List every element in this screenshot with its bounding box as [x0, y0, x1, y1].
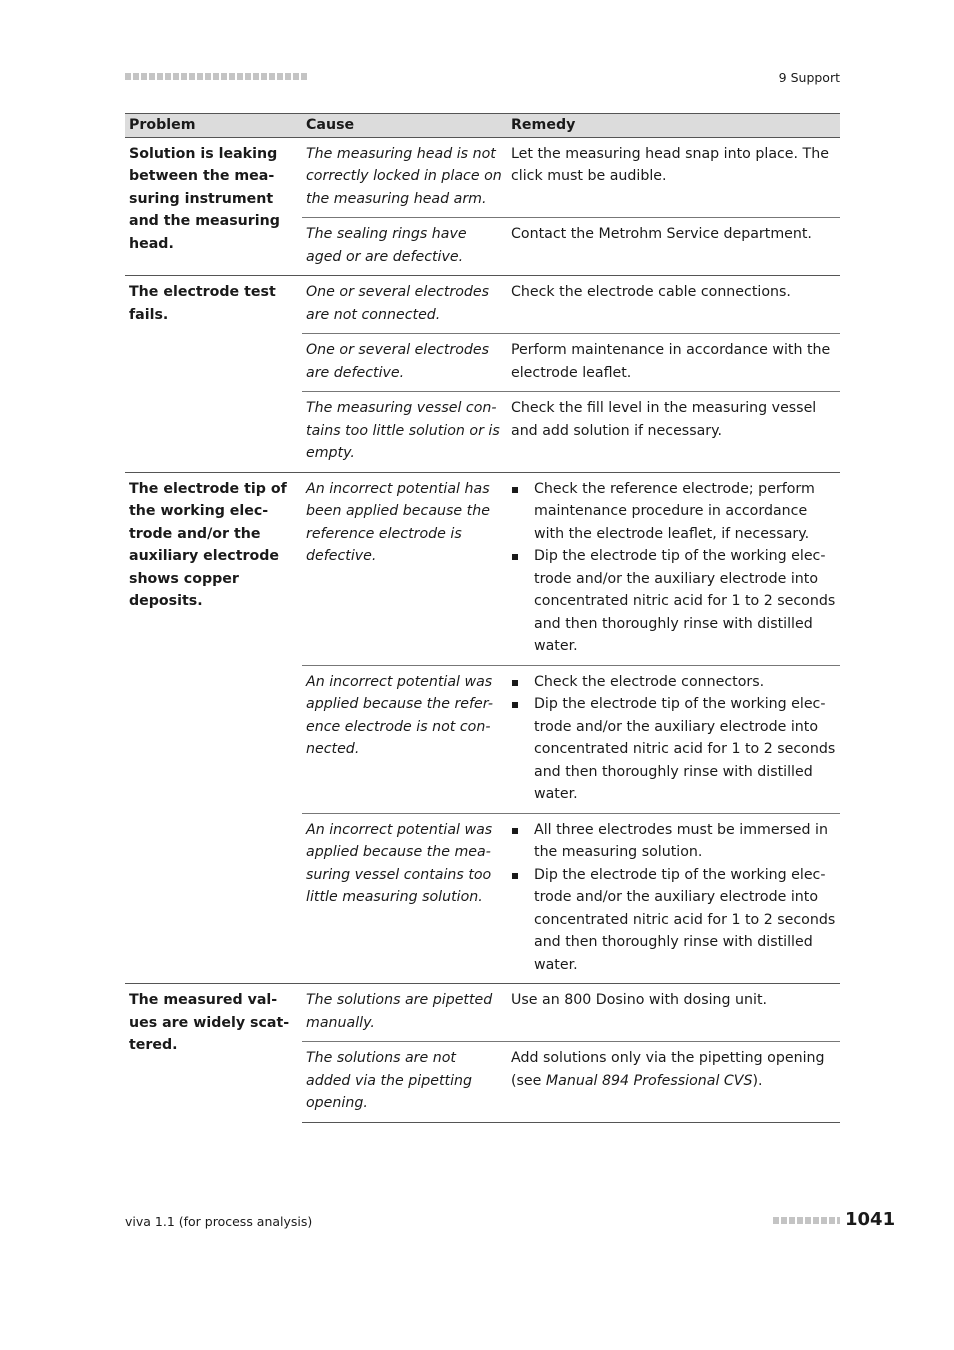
remedy-cell: Check the fill level in the measuring vessel and add solution if necessary. — [507, 392, 840, 473]
remedy-bullet: Check the reference electrode; perform maintenance procedure in accordance with the electrode leaflet, if necessary. — [534, 478, 836, 546]
table-row — [125, 984, 840, 1042]
header-cause: Cause — [302, 114, 507, 138]
remedy-bullet: Check the electrode connectors. — [534, 671, 836, 694]
cause-cell: The measuring vessel con- tains too little solution or is empty. — [302, 392, 507, 473]
remedy-cell — [507, 1042, 840, 1123]
problem-cell: The measured val- ues are widely scat- tered. — [125, 984, 302, 1123]
remedy-cell: Let the measuring head snap into place. The click must be audible. — [507, 137, 840, 218]
problem-cell: The electrode test fails. — [125, 276, 302, 473]
cause-cell: The solutions are not added via the pipetting opening. — [302, 1042, 507, 1123]
remedy-cell: Perform maintenance in accordance with the electrode leaflet. — [507, 334, 840, 392]
header-remedy: Remedy — [507, 114, 840, 138]
remedy-list — [511, 819, 836, 977]
table-row — [125, 276, 840, 334]
remedy-text-end: ). — [752, 1072, 763, 1089]
remedy-cell — [507, 472, 840, 665]
troubleshooting-table — [125, 113, 840, 1123]
cause-cell: An incorrect potential was applied because the refer- ence electrode is not con- nected. — [302, 665, 507, 813]
footer-decoration — [773, 1217, 840, 1224]
remedy-list — [511, 478, 836, 658]
cause-cell: The measuring head is not correctly locked in place on the measuring head arm. — [302, 137, 507, 218]
remedy-cell — [507, 665, 840, 813]
cause-cell: An incorrect potential has been applied because the reference electrode is defective. — [302, 472, 507, 665]
remedy-bullet: Dip the electrode tip of the working elec- trode and/or the auxiliary electrode into concentrated nitric acid for 1 to 2 seconds and then thoroughly rinse with distilled water. — [534, 693, 836, 806]
cause-cell: The sealing rings have aged or are defective. — [302, 218, 507, 276]
remedy-list — [511, 671, 836, 806]
table-row — [125, 137, 840, 218]
section-title: 9 Support — [778, 70, 840, 85]
manual-reference: Manual 894 Professional CVS — [545, 1072, 753, 1089]
cause-cell: The solutions are pipetted manually. — [302, 984, 507, 1042]
remedy-bullet: Dip the electrode tip of the working elec- trode and/or the auxiliary electrode into concentrated nitric acid for 1 to 2 seconds and then thoroughly rinse with distilled water. — [534, 864, 836, 977]
problem-cell: Solution is leaking between the mea- suring instrument and the measuring head. — [125, 137, 302, 276]
header-decoration — [125, 73, 307, 80]
cause-cell: One or several electrodes are defective. — [302, 334, 507, 392]
problem-cell: The electrode tip of the working elec- trode and/or the auxiliary electrode shows copper deposits. — [125, 472, 302, 984]
cause-cell: One or several electrodes are not connected. — [302, 276, 507, 334]
cause-cell: An incorrect potential was applied because the mea- suring vessel contains too little measuring solution. — [302, 813, 507, 984]
page-number: 1041 — [845, 1209, 896, 1230]
remedy-cell: Use an 800 Dosino with dosing unit. — [507, 984, 840, 1042]
remedy-text: Add solutions only via the pipetting opening (see — [511, 1050, 825, 1089]
remedy-bullet: Dip the electrode tip of the working elec- trode and/or the auxiliary electrode into concentrated nitric acid for 1 to 2 seconds and then thoroughly rinse with distilled water. — [534, 545, 836, 658]
header-problem: Problem — [125, 114, 302, 138]
remedy-cell: Contact the Metrohm Service department. — [507, 218, 840, 276]
table-header-row — [125, 114, 840, 138]
footer-product: viva 1.1 (for process analysis) — [125, 1214, 313, 1229]
table-row — [125, 472, 840, 665]
remedy-bullet: All three electrodes must be immersed in the measuring solution. — [534, 819, 836, 864]
remedy-cell: Check the electrode cable connections. — [507, 276, 840, 334]
remedy-cell — [507, 813, 840, 984]
